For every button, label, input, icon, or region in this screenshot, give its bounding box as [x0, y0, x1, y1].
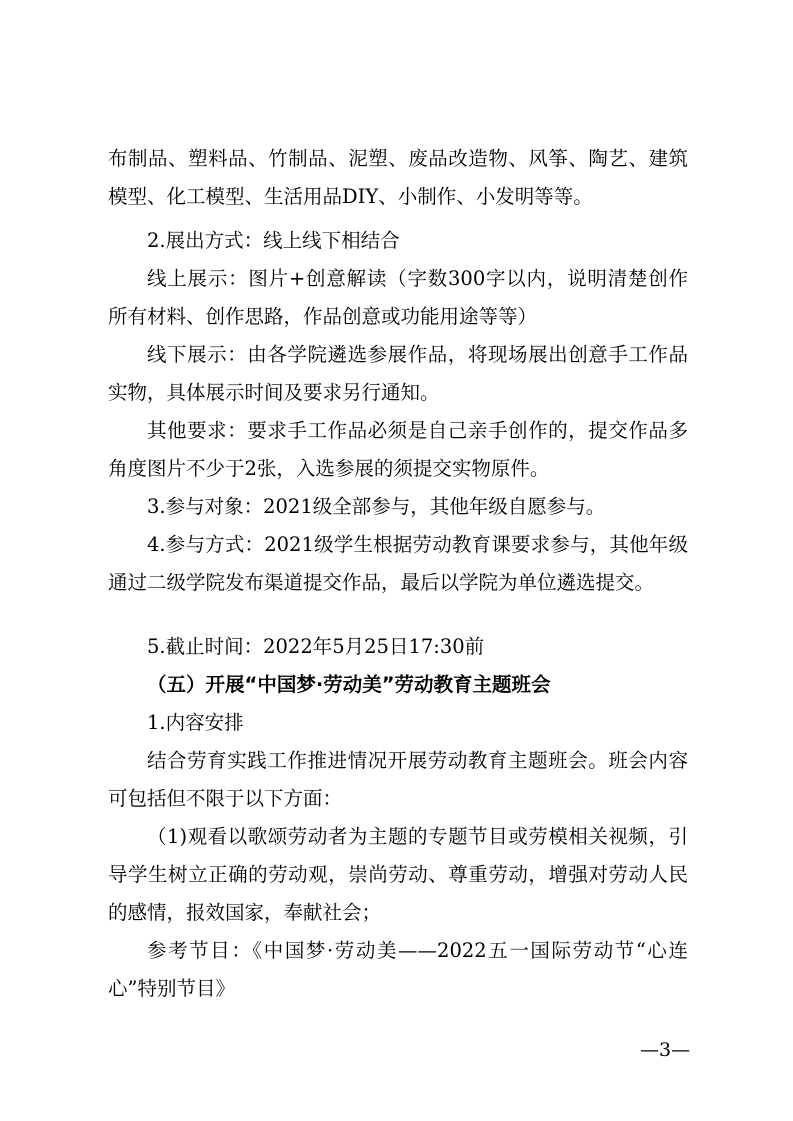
paragraph-participants: 3.参与对象：2021级全部参与，其他年级自愿参与。 — [147, 495, 606, 518]
paragraph-materials-list: 布制品、塑料品、竹制品、泥塑、废品改造物、风筝、陶艺、建筑模型、化工模型、生活用品DIY、小制作、小发明等等。 — [108, 147, 688, 208]
page-number: —3— — [640, 1039, 691, 1061]
paragraph-reference-program: 参考节目：《中国梦·劳动美——2022五一国际劳动节“心连心”特别节目》 — [108, 939, 688, 1000]
paragraph-deadline: 5.截止时间：2022年5月25日17:30前 — [147, 635, 485, 658]
paragraph-watch-programs: （1)观看以歌颂劳动者为主题的专题节目或劳模相关视频，引导学生树立正确的劳动观，崇尚劳动、尊重劳动，增强对劳动人民的感情，报效国家，奉献社会； — [108, 825, 688, 924]
paragraph-content-arrangement: 1.内容安排 — [147, 711, 244, 734]
paragraph-other-requirements: 其他要求：要求手工作品必须是自己亲手创作的，提交作品多角度图片不少于2张，入选参展的须提交实物原件。 — [108, 419, 688, 480]
paragraph-offline-display: 线下展示：由各学院遴选参展作品，将现场展出创意手工作品实物，具体展示时间及要求另行通知。 — [108, 343, 688, 404]
paragraph-exhibition-method: 2.展出方式：线上线下相结合 — [147, 229, 400, 252]
paragraph-class-meeting-intro: 结合劳育实践工作推进情况开展劳动教育主题班会。班会内容可包括但不限于以下方面： — [108, 749, 688, 810]
section-heading-class-meeting: （五）开展“中国梦·劳动美”劳动教育主题班会 — [147, 673, 551, 696]
paragraph-participation-method: 4.参与方式：2021级学生根据劳动教育课要求参与，其他年级通过二级学院发布渠道提交作品，最后以学院为单位遴选提交。 — [108, 533, 688, 594]
paragraph-online-display: 线上展示：图片+创意解读（字数300字以内，说明清楚创作所有材料、创作思路，作品创意或功能用途等等） — [108, 267, 688, 328]
